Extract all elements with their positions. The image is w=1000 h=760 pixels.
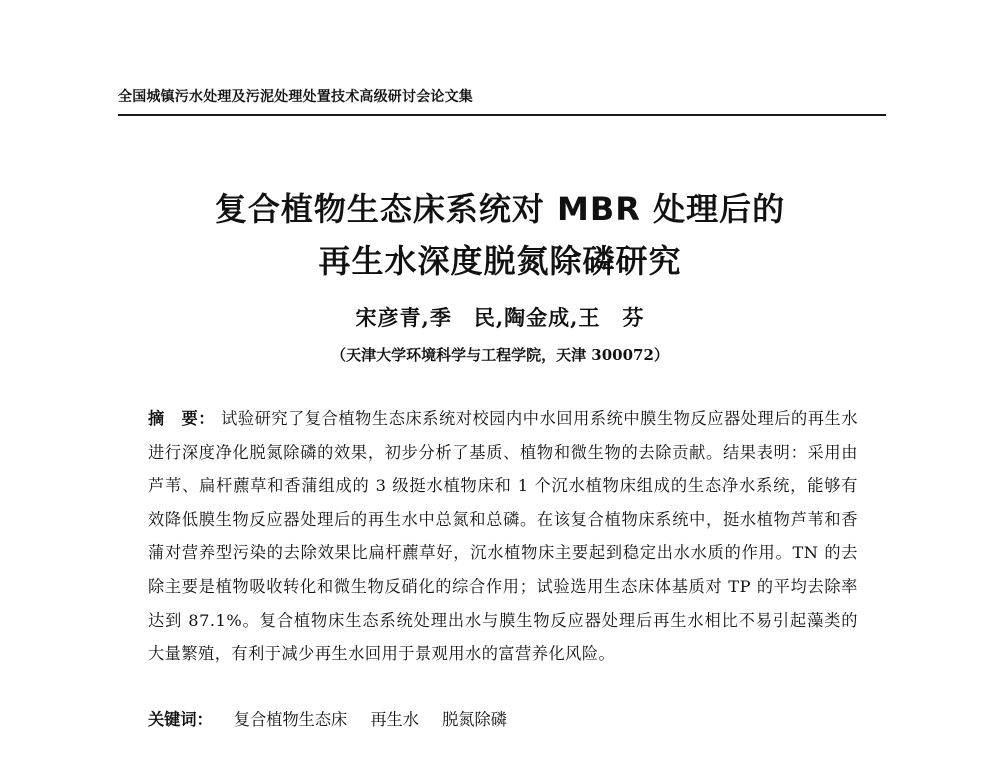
paper-title-line-2: 再生水深度脱氮除磷研究 — [318, 242, 682, 280]
paper-title-line-1: 复合植物生态床系统对 MBR 处理后的 — [214, 190, 786, 228]
running-header: 全国城镇污水处理及污泥处理处置技术高级研讨会论文集 — [118, 89, 473, 105]
abstract-text: 试验研究了复合植物生态床系统对校园内中水回用系统中膜生物反应器处理后的再生水进行深度净化脱氮除磷的效果，初步分析了基质、植物和微生物的去除贡献。结果表明：采用由芦苇、扁杆藨草和香蒲组成的 3 级挺水植物床和 1 个沉水植物床组成的生态净水系统，能够有效降低膜生物反应器处理后的再生水中总氮和总磷。在该复合植物床系统中，挺水植物芦苇和香蒲对营养型污染的去除效果比扁杆藨草好，沉水植物床主要起到稳定出水水质的作用。TN 的去除主要是植物吸收转化和微生物反硝化的综合作用；试验选用生态床体基质对 TP 的平均去除率达到 87.1%。复合植物床生态系统处理出水与膜生物反应器处理后再生水相比不易引起藻类的大量繁殖，有利于减少再生水回用于景观用水的富营养化风险。 — [148, 409, 859, 664]
keyword: 再生水 — [370, 710, 419, 729]
keywords — [148, 706, 858, 730]
keywords-label: 关键词： — [148, 710, 213, 729]
abstract — [148, 402, 858, 671]
abstract-label: 摘 要： — [148, 409, 216, 428]
keyword: 复合植物生态床 — [233, 710, 348, 729]
header-rule — [118, 114, 886, 116]
keyword: 脱氮除磷 — [442, 710, 507, 729]
affiliation: （天津大学环境科学与工程学院，天津 300072） — [331, 346, 669, 364]
author-list: 宋彦青,季 民,陶金成,王 芬 — [355, 305, 645, 330]
